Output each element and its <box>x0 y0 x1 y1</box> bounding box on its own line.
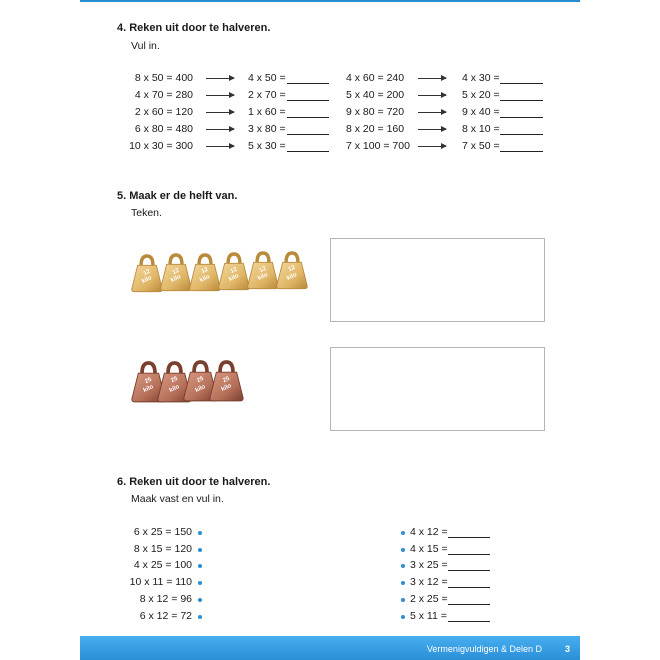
given-equation: 8 x 12 = 96 <box>139 593 192 605</box>
weight-value: 12 <box>142 268 152 277</box>
weight-unit: kilo <box>170 274 182 285</box>
answer-blank[interactable] <box>500 100 543 101</box>
halved-equation: 1 x 60 = <box>248 106 286 118</box>
given-equation: 10 x 30 = 300 <box>129 140 193 152</box>
connect-dot[interactable] <box>198 564 202 568</box>
answer-blank[interactable] <box>287 117 329 118</box>
exercise-4-instruction: Vul in. <box>131 40 160 52</box>
arrow-icon <box>418 146 446 147</box>
given-equation: 8 x 50 = 400 <box>134 72 193 84</box>
weight-unit: kilo <box>194 383 207 394</box>
connect-dot[interactable] <box>401 548 405 552</box>
connect-dot[interactable] <box>401 598 405 602</box>
answer-blank[interactable] <box>287 134 329 135</box>
given-equation: 6 x 25 = 150 <box>133 526 192 538</box>
exercise-6-instruction: Maak vast en vul in. <box>131 493 224 505</box>
answer-blank[interactable] <box>448 537 490 538</box>
given-equation: 9 x 80 = 720 <box>346 106 405 118</box>
arrow-icon <box>206 78 234 79</box>
weight-value: 12 <box>171 267 181 277</box>
given-equation: 8 x 15 = 120 <box>133 543 192 555</box>
answer-blank[interactable] <box>448 587 490 588</box>
weight-unit: kilo <box>257 272 269 283</box>
weight-unit: kilo <box>286 271 298 282</box>
halved-equation: 3 x 80 = <box>248 123 286 135</box>
halved-equation: 8 x 10 = <box>462 123 500 135</box>
drawing-box-2[interactable] <box>330 347 545 431</box>
exercise-5-instruction: Teken. <box>131 207 162 219</box>
exercise-6-title: 6. Reken uit door te halveren. <box>117 476 271 488</box>
target-equation: 5 x 11 = <box>410 610 447 622</box>
given-equation: 6 x 80 = 480 <box>134 123 193 135</box>
answer-blank[interactable] <box>287 83 329 84</box>
page-number: 3 <box>564 644 570 654</box>
connect-dot[interactable] <box>401 581 405 585</box>
halved-equation: 9 x 40 = <box>462 106 500 118</box>
given-equation: 10 x 11 = 110 <box>129 576 192 588</box>
answer-blank[interactable] <box>500 83 543 84</box>
given-equation: 7 x 100 = 700 <box>346 140 410 152</box>
weight-value: 12 <box>258 265 268 275</box>
given-equation: 4 x 25 = 100 <box>133 559 192 571</box>
halved-equation: 4 x 50 = <box>248 72 286 84</box>
exercise-5-title: 5. Maak er de helft van. <box>117 190 238 202</box>
halved-equation: 5 x 30 = <box>248 140 286 152</box>
given-equation: 8 x 20 = 160 <box>346 123 405 135</box>
connect-dot[interactable] <box>401 615 405 619</box>
arrow-icon <box>418 78 446 79</box>
weight-unit: kilo <box>228 272 240 283</box>
weight-value: 25 <box>222 375 231 384</box>
weight-icon <box>275 250 309 290</box>
weight-value: 12 <box>200 267 210 276</box>
arrow-icon <box>418 95 446 96</box>
arrow-icon <box>418 112 446 113</box>
connect-dot[interactable] <box>198 531 202 535</box>
halved-equation: 4 x 30 = <box>462 72 500 84</box>
weight-value: 12 <box>229 266 239 275</box>
answer-blank[interactable] <box>448 570 490 571</box>
target-equation: 2 x 25 = <box>410 593 448 605</box>
target-equation: 3 x 12 = <box>410 576 448 588</box>
weight-value: 25 <box>170 376 179 385</box>
exercise-4-title: 4. Reken uit door te halveren. <box>117 22 271 34</box>
answer-blank[interactable] <box>287 151 329 152</box>
weight-value: 12 <box>287 265 297 274</box>
answer-blank[interactable] <box>500 117 543 118</box>
answer-blank[interactable] <box>448 621 490 622</box>
weight-unit: kilo <box>142 384 155 395</box>
halved-equation: 5 x 20 = <box>462 89 500 101</box>
target-equation: 4 x 15 = <box>410 543 448 555</box>
weight-unit: kilo <box>141 275 153 285</box>
halved-equation: 2 x 70 = <box>248 89 286 101</box>
answer-blank[interactable] <box>448 604 490 605</box>
given-equation: 2 x 60 = 120 <box>134 106 193 118</box>
answer-blank[interactable] <box>287 100 329 101</box>
footer-bar <box>80 636 580 660</box>
connect-dot[interactable] <box>401 531 405 535</box>
weight-unit: kilo <box>199 273 211 284</box>
weight-value: 25 <box>144 376 153 385</box>
halved-equation: 7 x 50 = <box>462 140 500 152</box>
footer-title: Vermenigvuldigen & Delen D <box>426 644 542 654</box>
target-equation: 3 x 25 = <box>410 559 448 571</box>
answer-blank[interactable] <box>500 151 543 152</box>
weight-icon <box>208 357 245 404</box>
arrow-icon <box>206 112 234 113</box>
given-equation: 6 x 12 = 72 <box>139 610 192 622</box>
connect-dot[interactable] <box>198 598 202 602</box>
answer-blank[interactable] <box>448 554 490 555</box>
arrow-icon <box>206 129 234 130</box>
given-equation: 4 x 60 = 240 <box>346 72 405 84</box>
weight-unit: kilo <box>168 383 181 394</box>
given-equation: 4 x 70 = 280 <box>134 89 193 101</box>
given-equation: 5 x 40 = 200 <box>346 89 405 101</box>
connect-dot[interactable] <box>401 564 405 568</box>
target-equation: 4 x 12 = <box>410 526 448 538</box>
connect-dot[interactable] <box>198 615 202 619</box>
connect-dot[interactable] <box>198 548 202 552</box>
arrow-icon <box>206 146 234 147</box>
drawing-box-1[interactable] <box>330 238 545 322</box>
weight-value: 25 <box>196 375 205 385</box>
connect-dot[interactable] <box>198 581 202 585</box>
weight-unit: kilo <box>220 383 233 394</box>
answer-blank[interactable] <box>500 134 543 135</box>
arrow-icon <box>206 95 234 96</box>
arrow-icon <box>418 129 446 130</box>
top-rule <box>80 0 580 2</box>
